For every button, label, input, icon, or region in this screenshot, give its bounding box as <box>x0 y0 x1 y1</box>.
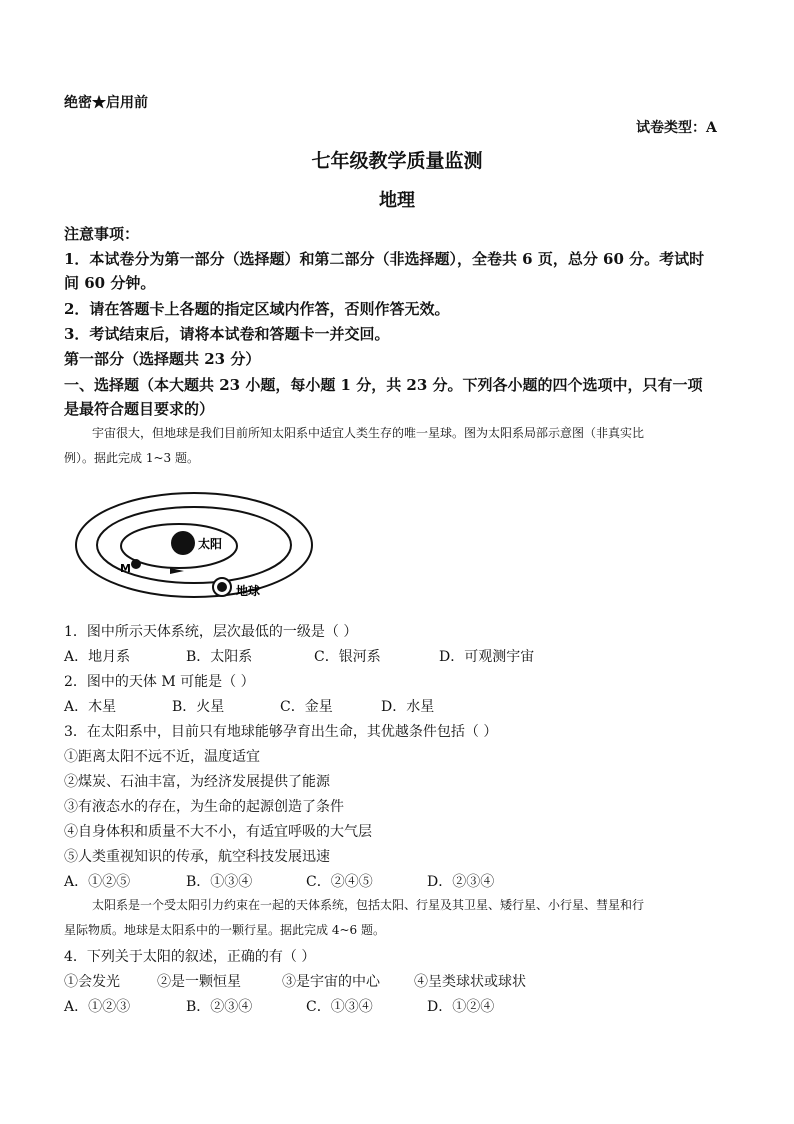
section-heading-cont: 是最符合题目要求的） <box>64 400 215 418</box>
notice-item: 3．考试结束后，请将本试卷和答题卡一并交回。 <box>64 325 390 343</box>
q2-option-a[interactable]: A．木星 <box>64 699 117 715</box>
subject-title: 地理 <box>379 190 415 211</box>
question-2-stem: 2．图中的天体 M 可能是（ ） <box>64 674 255 690</box>
q4-statement: ①会发光 <box>64 974 120 990</box>
section-heading: 一、选择题（本大题共 23 小题，每小题 1 分，共 23 分。下列各小题的四个选项中，只有一项 <box>64 376 703 394</box>
passage-text: 例）。据此完成 1~3 题。 <box>64 451 199 465</box>
earth-label: 地球 <box>236 584 261 598</box>
q4-statement: ③是宇宙的中心 <box>282 974 380 990</box>
question-4-stem: 4．下列关于太阳的叙述，正确的有（ ） <box>64 949 316 965</box>
q1-option-d[interactable]: D．可观测宇宙 <box>439 649 535 665</box>
planet-m-icon <box>131 559 141 569</box>
solar-system-diagram <box>74 488 314 612</box>
q1-option-b[interactable]: B．太阳系 <box>186 649 253 665</box>
q4-option-c[interactable]: C．①③④ <box>306 999 373 1015</box>
sun-icon <box>171 531 195 555</box>
page-title: 七年级教学质量监测 <box>311 150 483 172</box>
sun-label: 太阳 <box>198 537 223 551</box>
question-3-stem: 3．在太阳系中，目前只有地球能够孕育出生命，其优越条件包括（ ） <box>64 724 498 740</box>
q4-statement: ④呈类球状或球状 <box>414 974 526 990</box>
q3-option-a[interactable]: A．①②⑤ <box>64 874 131 890</box>
q2-option-d[interactable]: D．水星 <box>381 699 435 715</box>
q4-option-d[interactable]: D．①②④ <box>427 999 495 1015</box>
q2-option-b[interactable]: B．火星 <box>172 699 225 715</box>
q3-statement: ④自身体积和质量不大不小，有适宜呼吸的大气层 <box>64 824 372 840</box>
q3-option-b[interactable]: B．①③④ <box>186 874 253 890</box>
part-heading: 第一部分（选择题共 23 分） <box>64 350 261 368</box>
q3-statement: ⑤人类重视知识的传承，航空科技发展迅速 <box>64 849 330 865</box>
passage-text: 太阳系是一个受太阳引力约束在一起的天体系统，包括太阳、行星及其卫星、矮行星、小行星、彗星和行 <box>92 898 645 912</box>
q4-option-b[interactable]: B．②③④ <box>186 999 253 1015</box>
q1-option-c[interactable]: C．银河系 <box>314 649 381 665</box>
notice-item: 间 60 分钟。 <box>64 274 156 292</box>
passage-text: 宇宙很大，但地球是我们目前所知太阳系中适宜人类生存的唯一星球。图为太阳系局部示意图（非真实比 <box>92 426 645 440</box>
notice-heading: 注意事项： <box>64 225 140 243</box>
q3-statement: ②煤炭、石油丰富，为经济发展提供了能源 <box>64 774 330 790</box>
q2-option-c[interactable]: C．金星 <box>280 699 333 715</box>
q4-statement: ②是一颗恒星 <box>157 974 241 990</box>
q1-option-a[interactable]: A．地月系 <box>64 649 131 665</box>
q3-statement: ③有液态水的存在，为生命的起源创造了条件 <box>64 799 344 815</box>
planet-m-label: M <box>120 562 131 575</box>
confidential-mark: 绝密★启用前 <box>64 95 148 111</box>
q3-statement: ①距离太阳不远不近，温度适宜 <box>64 749 260 765</box>
notice-item: 2．请在答题卡上各题的指定区域内作答，否则作答无效。 <box>64 300 450 318</box>
passage-text: 星际物质。地球是太阳系中的一颗行星。据此完成 4~6 题。 <box>64 923 385 937</box>
question-1-stem: 1．图中所示天体系统，层次最低的一级是（ ） <box>64 624 358 640</box>
earth-icon <box>217 582 227 592</box>
q4-option-a[interactable]: A．①②③ <box>64 999 131 1015</box>
q3-option-d[interactable]: D．②③④ <box>427 874 495 890</box>
notice-item: 1．本试卷分为第一部分（选择题）和第二部分（非选择题），全卷共 6 页，总分 60 分。考试时 <box>64 250 705 268</box>
q3-option-c[interactable]: C．②④⑤ <box>306 874 373 890</box>
paper-type: 试卷类型：A <box>636 120 717 136</box>
